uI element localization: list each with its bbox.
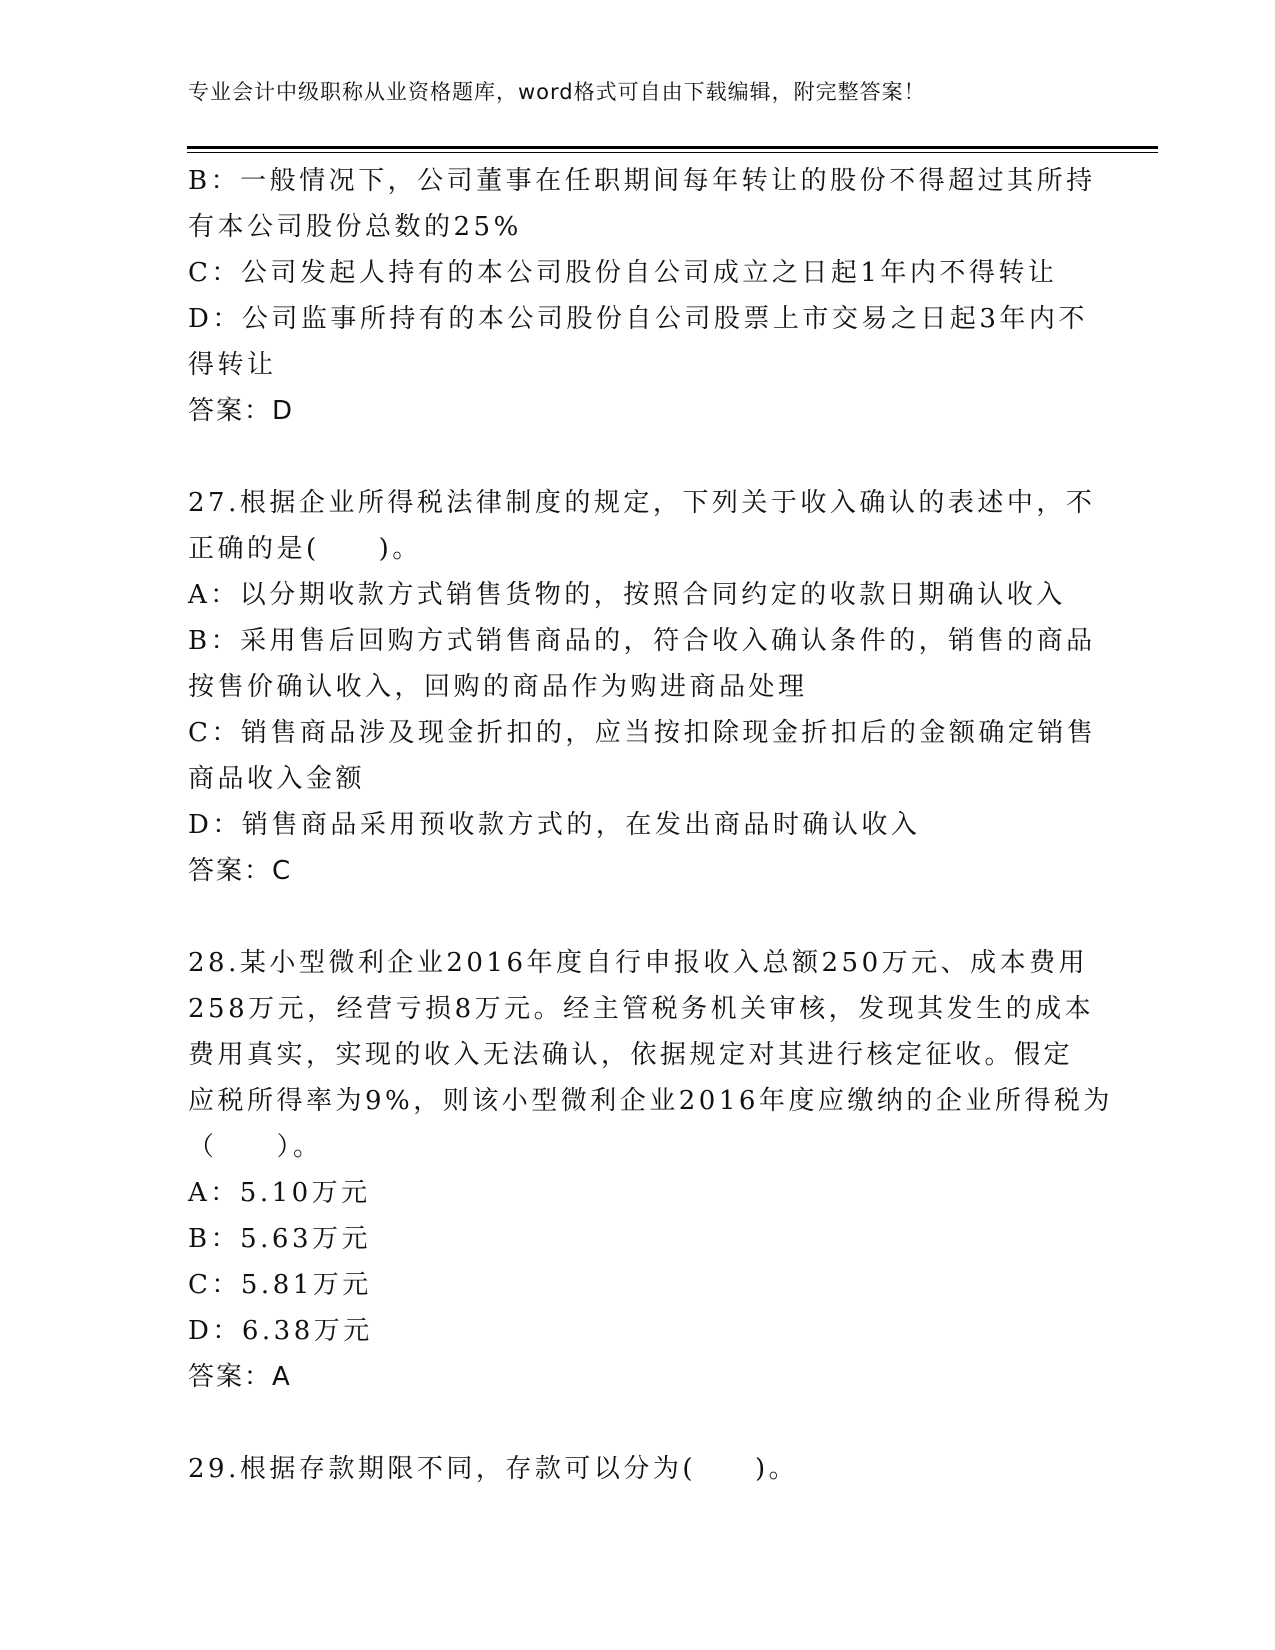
block-spacer xyxy=(188,894,1088,940)
question-line: 27.根据企业所得税法律制度的规定，下列关于收入确认的表述中，不 xyxy=(188,488,1096,518)
question-line: B：采用售后回购方式销售商品的，符合收入确认条件的，销售的商品 xyxy=(188,626,1096,656)
question-line: 应税所得率为9%，则该小型微利企业2016年度应缴纳的企业所得税为 xyxy=(188,1086,1113,1116)
block-spacer xyxy=(188,434,1088,480)
question-line: C：公司发起人持有的本公司股份自公司成立之日起1年内不得转让 xyxy=(188,258,1058,288)
answer-line: 答案：C xyxy=(188,856,293,886)
question-block xyxy=(188,158,1096,434)
page-header: 专业会计中级职称从业资格题库，word格式可自由下载编辑，附完整答案！ xyxy=(188,80,926,104)
question-line: 得转让 xyxy=(188,350,277,380)
question-line: B：5.63万元 xyxy=(188,1224,371,1254)
question-block xyxy=(188,480,1097,894)
question-line: 按售价确认收入，回购的商品作为购进商品处理 xyxy=(188,672,808,702)
answer-line: 答案：A xyxy=(188,1362,292,1392)
question-line: D：销售商品采用预收款方式的，在发出商品时确认收入 xyxy=(188,810,921,840)
question-line: 29.根据存款期限不同，存款可以分为( )。 xyxy=(188,1454,799,1484)
header-rule-thin xyxy=(187,152,1158,153)
question-line: D：公司监事所持有的本公司股份自公司股票上市交易之日起3年内不 xyxy=(188,304,1088,334)
question-line: 28.某小型微利企业2016年度自行申报收入总额250万元、成本费用 xyxy=(188,948,1089,978)
question-line: 有本公司股份总数的25% xyxy=(188,212,522,242)
header-rule-thick xyxy=(187,146,1158,149)
question-line: A：5.10万元 xyxy=(188,1178,371,1208)
question-line: 258万元，经营亏损8万元。经主管税务机关审核，发现其发生的成本 xyxy=(188,994,1095,1024)
question-block xyxy=(188,940,1113,1400)
question-line: D：6.38万元 xyxy=(188,1316,373,1346)
question-block xyxy=(188,1446,1088,1492)
question-line: C：销售商品涉及现金折扣的，应当按扣除现金折扣后的金额确定销售 xyxy=(188,718,1097,748)
question-line: 商品收入金额 xyxy=(188,764,366,794)
block-spacer xyxy=(188,1400,1088,1446)
question-line: 费用真实，实现的收入无法确认，依据规定对其进行核定征收。假定 xyxy=(188,1040,1074,1070)
question-line: A：以分期收款方式销售货物的，按照合同约定的收款日期确认收入 xyxy=(188,580,1066,610)
question-line: C：5.81万元 xyxy=(188,1270,372,1300)
question-line: B：一般情况下，公司董事在任职期间每年转让的股份不得超过其所持 xyxy=(188,166,1096,196)
question-line: 正确的是( )。 xyxy=(188,534,422,564)
answer-line: 答案：D xyxy=(188,396,295,426)
document-content xyxy=(188,158,1113,1492)
question-line: （ ）。 xyxy=(188,1132,323,1162)
